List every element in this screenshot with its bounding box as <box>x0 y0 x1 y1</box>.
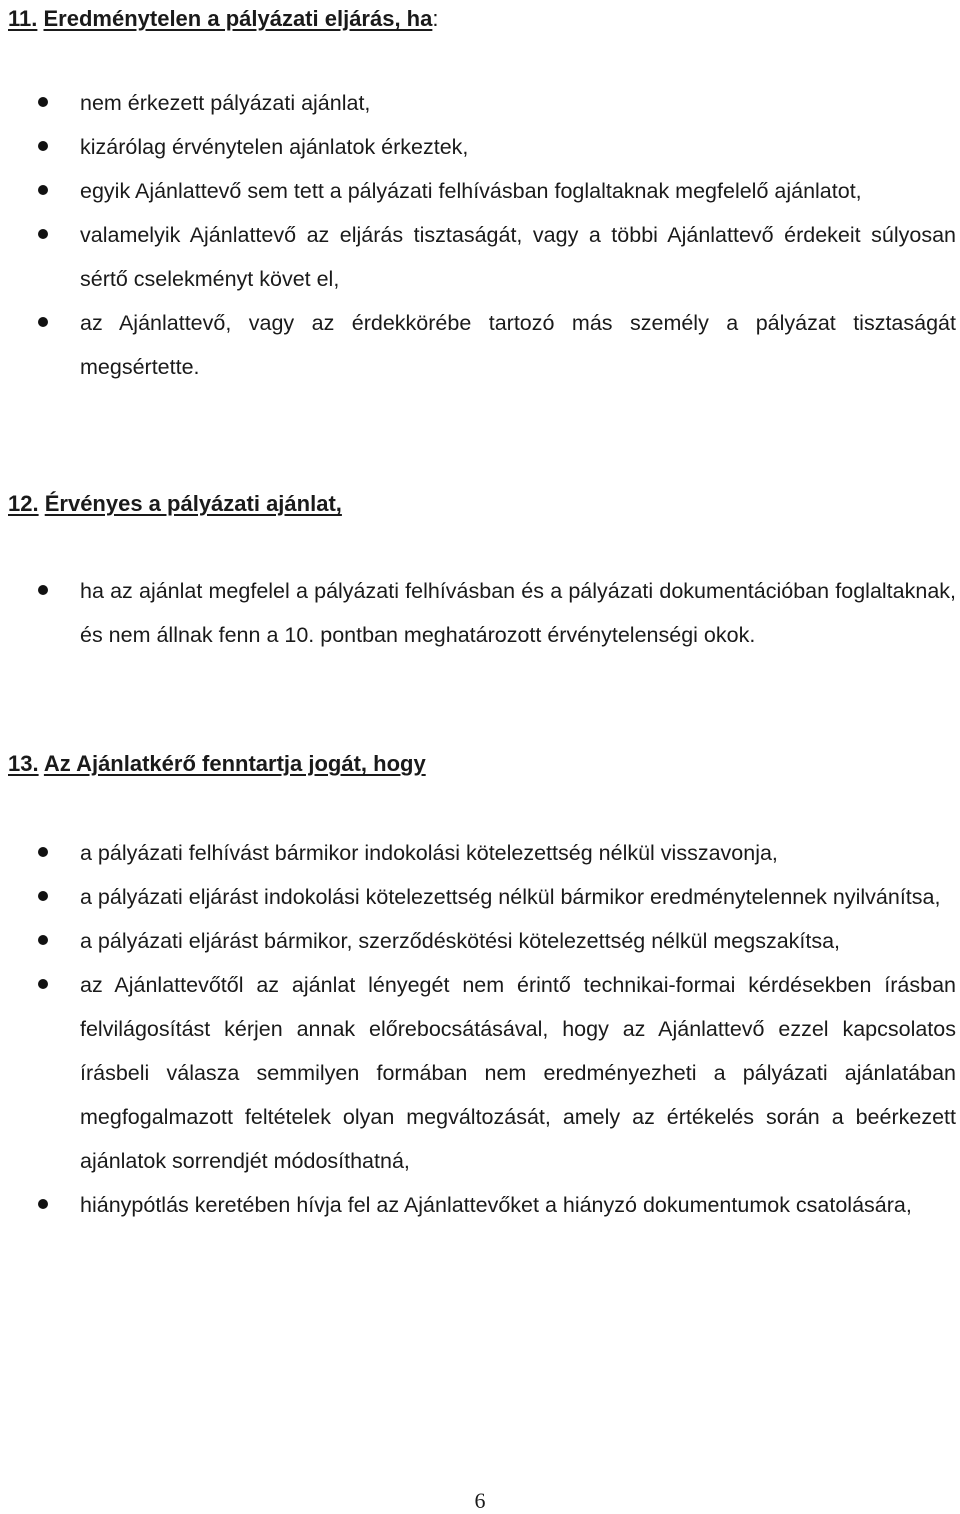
page-number: 6 <box>474 1488 486 1513</box>
list-item-text: a pályázati felhívást bármikor indokolási kötelezettség nélkül visszavonja, <box>80 841 778 865</box>
list-item <box>0 1183 956 1227</box>
list-item <box>0 831 956 875</box>
list-item-text: kizárólag érvénytelen ajánlatok érkeztek, <box>80 135 469 159</box>
bullet-icon <box>38 185 48 195</box>
bullet-icon <box>38 141 48 151</box>
list-item <box>0 81 956 125</box>
section-13-list <box>0 831 960 1227</box>
list-item <box>0 125 956 169</box>
list-item-text: egyik Ajánlattevő sem tett a pályázati felhívásban foglaltaknak megfelelő ajánlatot, <box>80 179 862 203</box>
section-12-list <box>0 569 960 657</box>
section-13-number: 13. <box>8 751 39 776</box>
section-12-number: 12. <box>8 491 39 516</box>
bullet-icon <box>38 979 48 989</box>
list-item-text: a pályázati eljárást bármikor, szerződéskötési kötelezettség nélkül megszakítsa, <box>80 929 841 953</box>
bullet-icon <box>38 935 48 945</box>
section-13-heading <box>8 749 426 779</box>
list-item <box>0 169 956 213</box>
section-11-number: 11. <box>8 6 38 31</box>
list-item-text: ha az ajánlat megfelel a pályázati felhívásban és a pályázati dokumentációban foglaltaknak, és nem állnak fenn a 10. pontban meghatározott érvénytelenségi okok. <box>80 579 956 647</box>
list-item-text: az Ajánlattevő, vagy az érdekkörébe tartozó más személy a pályázat tisztaságát megsértette. <box>80 311 956 379</box>
bullet-icon <box>38 891 48 901</box>
section-11-list <box>0 81 960 389</box>
bullet-icon <box>38 229 48 239</box>
bullet-icon <box>38 585 48 595</box>
section-11-title: Eredménytelen a pályázati eljárás, ha <box>43 6 433 31</box>
list-item-text: nem érkezett pályázati ajánlat, <box>80 91 371 115</box>
bullet-icon <box>38 847 48 857</box>
list-item-text: valamelyik Ajánlattevő az eljárás tisztaságát, vagy a többi Ajánlattevő érdekeit súlyosan sértő cselekményt követ el, <box>80 223 956 291</box>
section-11-heading <box>8 4 438 34</box>
list-item <box>0 919 956 963</box>
list-item <box>0 301 956 389</box>
bullet-icon <box>38 317 48 327</box>
list-item <box>0 963 956 1183</box>
section-12-heading <box>8 489 342 519</box>
list-item-text: az Ajánlattevőtől az ajánlat lényegét nem érintő technikai-formai kérdésekben írásban felvilágosítást kérjen annak előrebocsátásával, hogy az Ajánlattevő ezzel kapcsolatos írásbeli válasza semmilyen formában nem eredményezheti a pályázati ajánlatában megfogalmazott feltételek olyan megváltozását, amely az értékelés során a beérkezett ajánlatok sorrendjét módosíthatná, <box>80 973 956 1173</box>
list-item <box>0 569 956 657</box>
section-12-title: Érvényes a pályázati ajánlat, <box>44 491 342 516</box>
bullet-icon <box>38 97 48 107</box>
bullet-icon <box>38 1199 48 1209</box>
list-item-text: hiánypótlás keretében hívja fel az Ajánlattevőket a hiányzó dokumentumok csatolására, <box>80 1193 912 1217</box>
list-item <box>0 875 956 919</box>
list-item <box>0 213 956 301</box>
list-item-text: a pályázati eljárást indokolási kötelezettség nélkül bármikor eredménytelennek nyilvánítsa, <box>80 885 941 909</box>
section-11-colon: : <box>432 6 439 31</box>
section-13-title: Az Ajánlatkérő fenntartja jogát, hogy <box>43 751 426 776</box>
